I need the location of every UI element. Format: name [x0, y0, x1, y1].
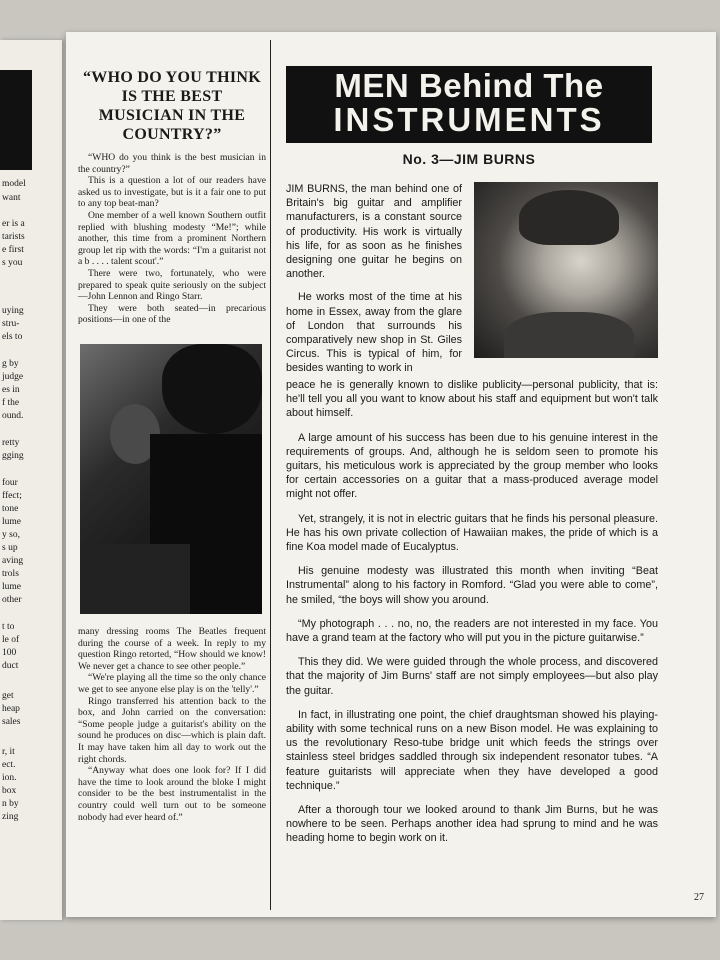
left-article-continued [78, 626, 266, 823]
page-number: 27 [694, 892, 704, 903]
previous-page-text-fragment: f the [2, 398, 20, 408]
left-article-paragraph: many dressing rooms The Beatles frequent during the course of a week. In reply to my question Ringo retorted, “How should we know! We never get a chance to see other people.” [78, 626, 266, 672]
previous-page-text-fragment: four [2, 478, 18, 488]
previous-page-text-fragment: y so, [2, 530, 20, 540]
article-paragraph: “My photograph . . . no, no, the readers are not interested in my face. You have a grand team at the factory who will put you in the picture guitarwise.” [286, 617, 658, 645]
article-paragraph: peace he is generally known to dislike publicity—personal publicity, that is: he'll tell you all you want to know about his staff and equipment but won't talk about himself. [286, 379, 658, 420]
previous-page-text-fragment: n by [2, 799, 19, 809]
previous-page-text-fragment: es in [2, 385, 20, 395]
left-article-headline: “WHO DO YOU THINK IS THE BEST MUSICIAN IN THE COUNTRY?” [82, 69, 261, 143]
left-article-paragraph: There were two, fortunately, who were prepared to speak quite seriously on the subject—John Lennon and Ringo Starr. [78, 267, 266, 303]
previous-page-text-fragment: gging [2, 451, 24, 461]
previous-page-text-fragment: lume [2, 517, 21, 527]
left-article-paragraph: Ringo transferred his attention back to the box, and John carried on the conversation: “Some people judge a guitarist's ability on the sound he produces on disc—which is plain daft. It may have taken him all day to work out the right chords. [78, 695, 266, 765]
previous-page-text-fragment: g by [2, 359, 19, 369]
previous-page-text-fragment: trols [2, 569, 19, 579]
column-divider [270, 40, 271, 910]
left-article-paragraph: “Anyway what does one look for? If I did have the time to look around the bloke I might consider to be the best instrumentalist in the country could well turn out to be someone nobody had ever heard of.” [78, 765, 266, 823]
portrait-collar-shape [504, 312, 634, 358]
article-title-banner [286, 66, 652, 143]
previous-page-text-fragment: s up [2, 543, 18, 553]
left-article-paragraph: One member of a well known Southern outfit replied with blushing modesty “Me!”; while another, this time from a prominent Northern group let rip with the words: “I'm a guitarist not a b . . . . talent scout'.” [78, 209, 266, 268]
previous-page-text-fragment: 100 [2, 648, 17, 658]
article-paragraph: Yet, strangely, it is not in electric guitars that he finds his personal pleasure. He has his own private collection of Hawaiian makes, the pride of which is a fine Koa model made of Eucalyptus. [286, 512, 658, 554]
left-article-paragraph: “We're playing all the time so the only chance we get to see anyone else play is on the 'telly'.” [78, 672, 266, 695]
article-paragraph: After a thorough tour we looked around to thank Jim Burns, but he was nowhere to be seen. Perhaps another idea had sprung to mind and he was heading home to begin work on it. [286, 804, 658, 845]
article-body-narrow [286, 182, 462, 376]
previous-page-text-fragment: le of [2, 635, 20, 645]
previous-page-text-fragment: els to [2, 332, 23, 342]
article-title-line2: INSTRUMENTS [333, 101, 605, 138]
previous-page-text-fragment: tarists [2, 232, 25, 242]
article-paragraph: In fact, in illustrating one point, the chief draughtsman showed his playing-ability with some technical runs on a new Bison model. He was explaining to us the revolutionary Reso-tube bridge unit which feeds the strings over stainless steel bridges saddled through six independent resonator tubes. “A feature guitarists will appreciate when they have developed a good technique.” [286, 708, 658, 792]
previous-page-text-fragment: uying [2, 306, 24, 316]
previous-page-text-fragment: aving [2, 556, 24, 566]
previous-page-text-fragment: er is a [2, 219, 25, 229]
previous-page-text-fragment: r, it [2, 747, 15, 757]
previous-page-text-fragment: box [2, 786, 17, 796]
article-paragraph: This they did. We were guided through the whole process, and discovered that the majority of Jim Burns' staff are not simply employees—but also play the guitar. [286, 656, 658, 697]
previous-page-text-fragment: other [2, 595, 22, 605]
previous-page-text-fragment: retty [2, 438, 20, 448]
left-article-paragraph: They were both seated—in precarious positions—in one of the [78, 302, 266, 326]
previous-page-text-fragment: ion. [2, 773, 17, 783]
jim-burns-portrait-photo [474, 182, 658, 358]
previous-page-black-block [0, 70, 32, 170]
previous-page-edge [0, 40, 62, 920]
photo-figure-shape [80, 544, 190, 614]
previous-page-text-fragment: ffect; [2, 491, 22, 501]
previous-page-text-fragment: model [2, 179, 26, 189]
previous-page-text-fragment: get [2, 691, 14, 701]
previous-page-text-fragment: lume [2, 582, 21, 592]
left-article-paragraph: This is a question a lot of our readers have asked us to investigate, but is it a fair one to put to any top beat-man? [78, 175, 266, 210]
previous-page-text-fragment: want [2, 193, 21, 203]
photo-figure-shape [162, 344, 262, 434]
article-paragraph: He works most of the time at his home in Essex, away from the glare of London that surrounds his comparatively new shop in St. Giles Circus. This is typical of him, for besides wanting to work in [286, 291, 462, 375]
previous-page-text-fragment: tone [2, 504, 19, 514]
portrait-hair-shape [519, 190, 619, 245]
previous-page-text-fragment: stru- [2, 319, 20, 329]
article-paragraph: His genuine modesty was illustrated this month when inviting “Beat Instrumental” along to his factory in Romford. “Glad you were able to come”, he smiled, “the boys will show you around. [286, 565, 658, 606]
previous-page-text-fragment: e first [2, 245, 24, 255]
previous-page-text-fragment: s you [2, 258, 23, 268]
previous-page-text-fragment: ound. [2, 411, 24, 421]
magazine-page [66, 32, 716, 917]
article-subtitle: No. 3—JIM BURNS [402, 151, 536, 167]
previous-page-text-fragment: zing [2, 812, 19, 822]
previous-page-text-fragment: duct [2, 661, 19, 671]
previous-page-text-fragment: sales [2, 717, 21, 727]
beatles-dressing-room-photo [80, 344, 262, 614]
previous-page-text-fragment: ect. [2, 760, 16, 770]
previous-page-text-fragment: t to [2, 622, 15, 632]
article-paragraph: A large amount of his success has been due to his genuine interest in the requirements of groups. And, although he is seldom seen to promote his guitars, his meticulous work is appreciated by the group member who looks for certain accessories on a guitar that a mass-produced average model might not offer. [286, 431, 658, 501]
left-article [78, 68, 266, 326]
article-title-line1: MEN Behind The [334, 67, 604, 104]
previous-page-text-fragment: judge [2, 372, 24, 382]
previous-page-text-fragment: heap [2, 704, 20, 714]
article-paragraph: JIM BURNS, the man behind one of Britain's big guitar and amplifier manufacturers, is a constant source of productivity. His work is virtually his life, for as soon as he finishes designing one guitar he begins on another. [286, 183, 462, 281]
article-body-wide [286, 378, 658, 846]
left-article-paragraph: “WHO do you think is the best musician in the country?” [78, 152, 266, 175]
